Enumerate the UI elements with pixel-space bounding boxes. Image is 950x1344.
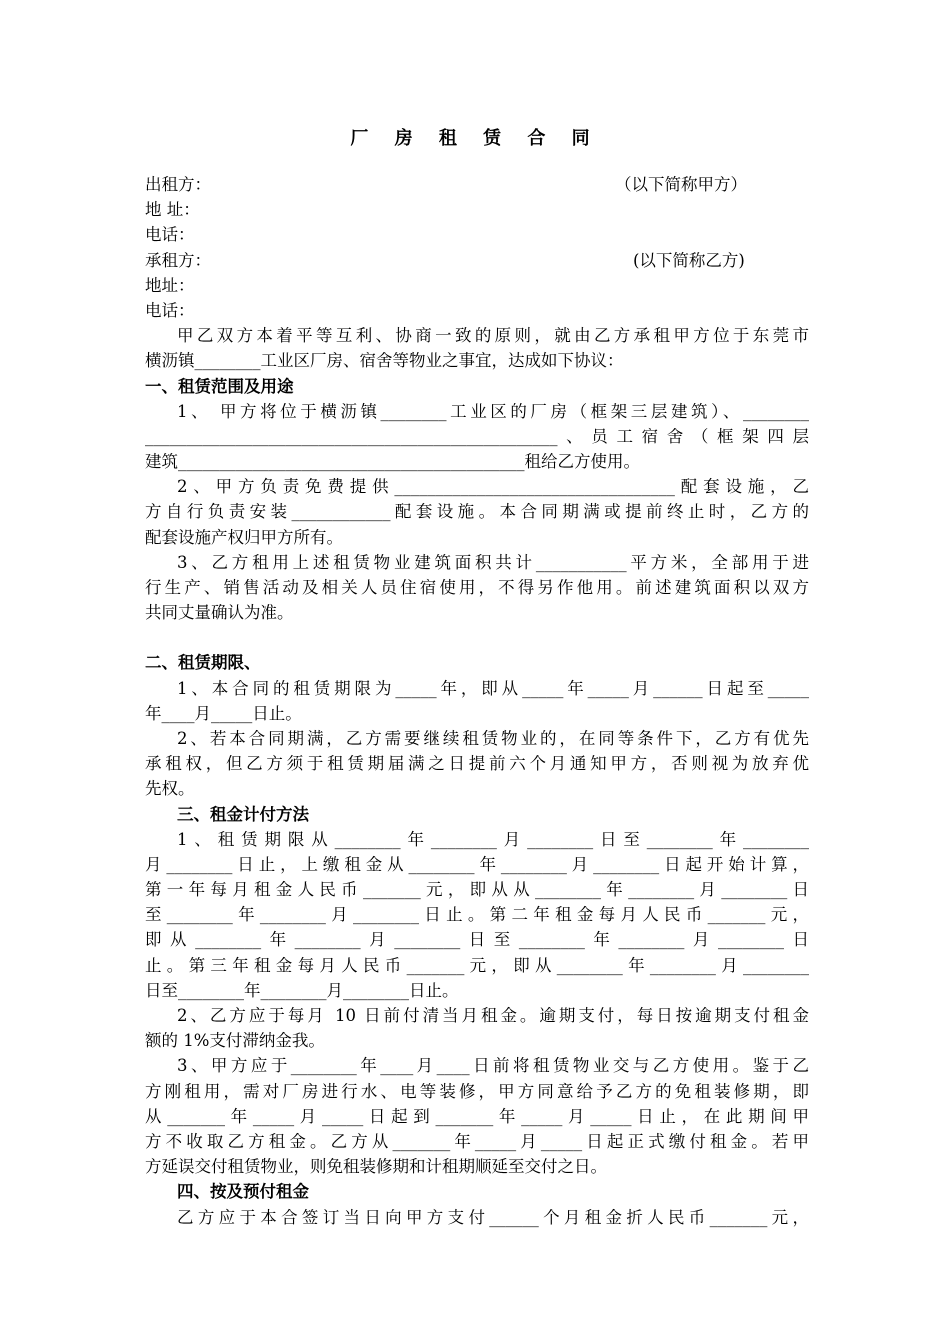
clause-line: 行生产、销售活动及相关人员住宿使用，不得另作他用。前述建筑面积以双方 <box>145 578 809 597</box>
clause-line: 配套设施产权归甲方所有。 <box>145 527 343 547</box>
contract-body <box>145 172 809 1230</box>
clause-line: 年____月_____日止。 <box>145 703 302 723</box>
section-heading: 二、租赁期限、 <box>145 653 261 673</box>
clause-line: 即从________年________月________日至________年________月________日 <box>145 930 809 950</box>
clause-line: 止。第三年租金每月人民币_______元，即从________年________月________ <box>145 955 809 975</box>
lessor-label: 出租方： <box>145 175 211 194</box>
clause-line: 日至________年________月________日止。 <box>145 980 459 1000</box>
lessee-phone-row: 电话： <box>145 300 195 320</box>
clause-line: 方延误交付租赁物业，则免租装修期和计租期顺延至交付之日。 <box>145 1157 607 1177</box>
preamble-line: 横沥镇________工业区厂房、宿舍等物业之事宜，达成如下协议： <box>145 351 624 371</box>
clause-line: 3、甲方应于________年____月____日前将租赁物业交与乙方使用。鉴于乙 <box>177 1056 809 1076</box>
lessee-note: (以下简称乙方) <box>633 250 745 270</box>
clause-line: 共同丈量确认为准。 <box>145 603 294 623</box>
clause-line: 2、甲方负责免费提供__________________________________配套设施，乙 <box>177 477 809 497</box>
clause-line: 额的 1%支付滞纳金我。 <box>145 1031 325 1051</box>
clause-line: 月________日止，上缴租金从________年________月________日起开始计算， <box>145 854 809 874</box>
clause-line: 承租权，但乙方须于租赁期届满之日提前六个月通知甲方，否则视为放弃优 <box>145 754 809 774</box>
lessor-row <box>145 172 809 197</box>
clause-line: 建筑__________________________________________租给乙方使用。 <box>145 452 640 472</box>
clause-line: 1、本合同的租赁期限为_____年，即从_____年_____月______日起至_____ <box>177 678 809 698</box>
clause-line: 从_______年_____月_____日起到_______年_____月_____日止，在此期间甲 <box>145 1106 809 1126</box>
section-heading: 一、租赁范围及用途 <box>145 376 294 396</box>
spacer <box>145 625 809 650</box>
page-title: 厂 房 租 赁 合 同 <box>350 128 600 149</box>
clause-line: 3、乙方租用上述租赁物业建筑面积共计___________平方米，全部用于进 <box>177 552 809 572</box>
clause-line: 先权。 <box>145 779 195 799</box>
lessee-address-row: 地址： <box>145 275 195 295</box>
clause-line: 乙方应于本合签订当日向甲方支付______个月租金折人民币_______元， <box>177 1207 809 1227</box>
lessor-note: （以下简称甲方） <box>615 175 747 194</box>
section-heading: 四、按及预付租金 <box>177 1182 309 1202</box>
lessor-phone-row: 电话： <box>145 225 195 245</box>
clause-line: 1、租赁期限从________年________月________日至________年________ <box>177 829 809 849</box>
lessee-row <box>145 248 809 273</box>
lessor-address-row: 地 址： <box>145 200 200 220</box>
clause-line: 1、 甲方将位于横沥镇________工业区的厂房（框架三层建筑）、________ <box>177 401 809 421</box>
clause-line: 至________年________月________日止。第二年租金每月人民币_______元， <box>145 905 809 925</box>
clause-line: 第一年每月租金人民币_______元，即从从________年________月________日 <box>145 880 809 900</box>
preamble-line: 甲乙双方本着平等互利、协商一致的原则，就由乙方承租甲方位于东莞市 <box>177 326 809 346</box>
clause-line: __________________________________________________、员工宿舍（框架四层 <box>145 426 809 446</box>
lessee-label: 承租方： <box>145 250 211 270</box>
clause-line: 方刚租用，需对厂房进行水、电等装修，甲方同意给予乙方的免租装修期，即 <box>145 1081 809 1101</box>
clause-line: 2、乙方应于每月 10 日前付清当月租金。逾期支付，每日按逾期支付租金 <box>177 1006 809 1025</box>
clause-line: 方自行负责安装____________配套设施。本合同期满或提前终止时，乙方的 <box>145 502 809 522</box>
section-heading: 三、租金计付方法 <box>177 804 309 824</box>
clause-line: 2、若本合同期满，乙方需要继续租赁物业的，在同等条件下，乙方有优先 <box>177 728 809 748</box>
clause-line: 方不收取乙方租金。乙方从_______年_____月_____日起正式缴付租金。若甲 <box>145 1131 809 1151</box>
